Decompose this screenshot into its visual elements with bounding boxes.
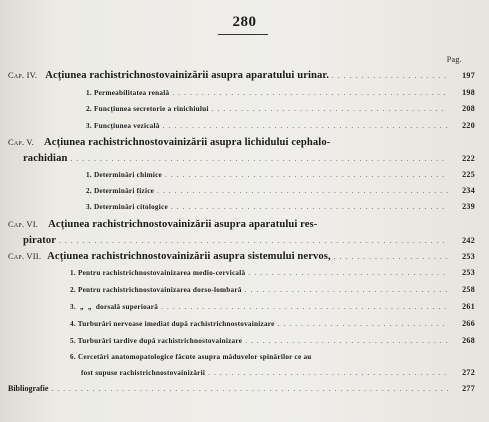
header-rule [218,34,268,35]
page-ref: 242 [462,236,475,245]
chapter-title: Acțiunea rachistrichnostovainizării asupra aparatului urinar. [45,70,330,81]
section-title: 2. Funcțiunea secretorie a rinichiului [86,105,209,113]
toc-section [0,268,489,277]
page-ref: 268 [462,336,475,345]
chapter-title: Acțiunea rachistrichnostovainizării asupra sistemului nervos, [47,251,331,262]
section-title-continued: fost supuse rachistrichnostovainizării [81,369,206,377]
chapter-title: Acțiunea rachistrichnostovainizării asupra lichidului cephalo- [44,137,331,148]
leader-dots [70,155,448,163]
page-ref: 258 [462,285,475,294]
chapter-title-continued: rachidian [23,153,68,164]
toc-section [0,88,489,97]
chapter-title: Acțiunea rachistrichnostovainizării asupra aparatului res- [48,219,318,230]
page-ref: 253 [462,252,475,261]
toc-section [0,202,489,211]
chapter-tag: Cap. VII. [8,251,42,261]
toc-chapter-7 [0,251,489,262]
leader-dots [208,369,448,377]
page-number: 280 [232,14,257,30]
page-ref: 220 [462,121,475,130]
page-ref: 277 [462,384,475,393]
bibliography-title: Bibliografie [8,384,49,393]
toc-section [0,186,489,195]
page-ref: 272 [462,368,475,377]
page-ref: 239 [462,202,475,211]
toc-section [0,353,489,361]
toc-section [0,302,489,311]
page-ref: 266 [462,319,475,328]
section-title: 1. Determinări chimice [86,171,162,179]
section-title: 2. Determinări fizice [86,187,155,195]
toc-chapter-5 [0,137,489,148]
toc-bibliography [0,384,489,393]
leader-dots [245,337,448,345]
toc-section [0,319,489,328]
toc-section [0,170,489,179]
leader-dots [165,171,448,179]
section-title: 2. Pentru rachistrichnostovainizarea dorso-lombară [70,286,242,294]
toc-section-cont [0,368,489,377]
section-title: 4. Turburări nervoase imediat după rachistrichnostovainizare [70,320,275,328]
section-title: 1. Pentru rachistrichnostovainizarea medio-cervicală [70,269,246,277]
section-title: 3. Determinări citologice [86,203,168,211]
leader-dots [163,122,448,130]
leader-dots [171,203,448,211]
page-ref: 225 [462,170,475,179]
page-ref: 197 [462,71,475,80]
section-title: 3. „ „ dorsală superioară [70,303,159,311]
toc-chapter-5-cont [0,153,489,164]
leader-dots [157,187,448,195]
toc-chapter-6 [0,219,489,230]
section-title: 1. Permeabilitatea renală [86,89,170,97]
section-title: 3. Funcțiunea vezicală [86,122,160,130]
page-column-label: Pag. [446,55,462,64]
toc-section [0,285,489,294]
leader-dots [161,303,448,311]
chapter-tag: Cap. VI. [8,219,39,229]
toc-section [0,104,489,113]
section-title: 5. Turburări tardive după rachistrichnostovainizare [70,337,243,345]
leader-dots [334,253,448,261]
leader-dots [248,269,448,277]
chapter-title-continued: pirator [23,235,57,246]
leader-dots [332,72,448,80]
toc-section [0,121,489,130]
leader-dots [212,105,448,113]
leader-dots [59,237,448,245]
leader-dots [278,320,448,328]
page-ref: 253 [462,268,475,277]
toc-chapter-4 [0,70,489,81]
chapter-tag: Cap. V. [8,137,35,147]
page-ref: 198 [462,88,475,97]
page-ref: 208 [462,104,475,113]
page-ref: 261 [462,302,475,311]
page-ref: 222 [462,154,475,163]
leader-dots [172,89,448,97]
chapter-tag: Cap. IV. [8,70,38,80]
page-ref: 234 [462,186,475,195]
leader-dots [51,385,448,393]
toc-section [0,336,489,345]
section-title: 6. Cercetări anatomopatologice făcute asupra măduvelor spinărilor ce au [70,353,312,361]
leader-dots [245,286,448,294]
toc-chapter-6-cont [0,235,489,246]
